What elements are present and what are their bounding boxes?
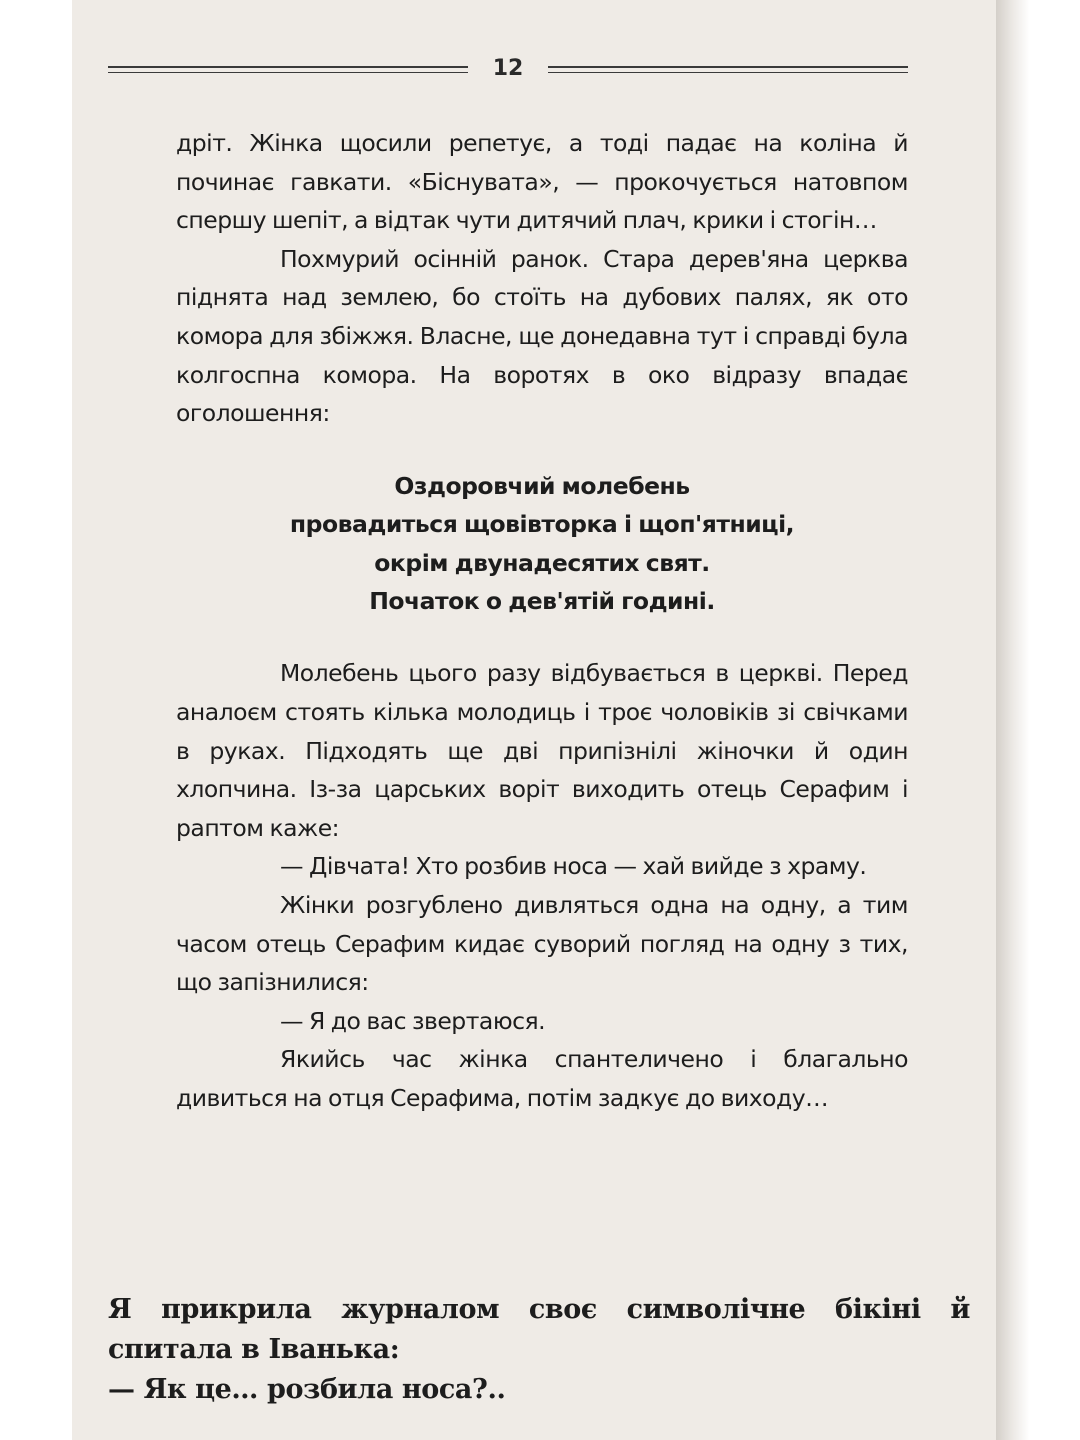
story-paragraph-4: Жінки розгублено дивляться одна на одну, а тим часом отець Серафим кидає суворий погляд на одну з тих, що запізнилися: [176,890,908,997]
narrative-dialogue-1: — Як це… розбила носа?.. [108,1374,506,1405]
page-header [108,48,908,92]
outer-narrative-block [108,1290,970,1410]
page-edge [996,0,1080,1440]
notice-line-2: провадиться щовівторка і щоп'ятниці, [289,510,795,539]
story-dialogue-2: — Я до вас звертаюся. [280,1006,546,1035]
notice-line-3: окрім двунадесятих свят. [374,548,710,577]
header-rule-right [548,66,908,75]
narrative-paragraph-1: Я прикрила журналом своє символічне бікіні й спитала в Іванька: [108,1294,970,1365]
story-paragraph-5: Якийсь час жінка спантеличено і благально дивиться на отця Серафима, потім задкує до виходу… [176,1045,908,1112]
notice-line-1: Оздоровчий молебень [394,471,690,500]
church-notice [176,467,908,621]
story-paragraph-2: Похмурий осінній ранок. Стара дерев'яна церква піднята над землею, бо стоїть на дубових палях, як ото комора для збіжжя. Власне, ще донедавна тут і справді була колгоспна комора. На воротях в око відразу впадає оголошення: [176,244,908,428]
page-number: 12 [492,56,524,81]
notice-line-4: Початок о дев'ятій годині. [369,586,715,615]
story-dialogue-1: — Дівчата! Хто розбив носа — хай вийде з храму. [280,852,867,881]
story-paragraph-1: дріт. Жінка щосили репетує, а тоді падає на коліна й починає гавкати. «Біснувата», — прокочується натовпом спершу шепіт, а відтак чути дитячий плач, крики і стогін… [176,129,908,235]
story-paragraph-3: Молебень цього разу відбувається в церкві. Перед аналоєм стоять кілька молодиць і троє чоловіків зі свічками в руках. Підходять ще дві припізнілі жіночки й один хлопчина. Із-за царських воріт виходить отець Серафим і раптом каже: [176,659,908,842]
inner-story-block [176,124,908,1118]
header-rule-left [108,66,468,75]
